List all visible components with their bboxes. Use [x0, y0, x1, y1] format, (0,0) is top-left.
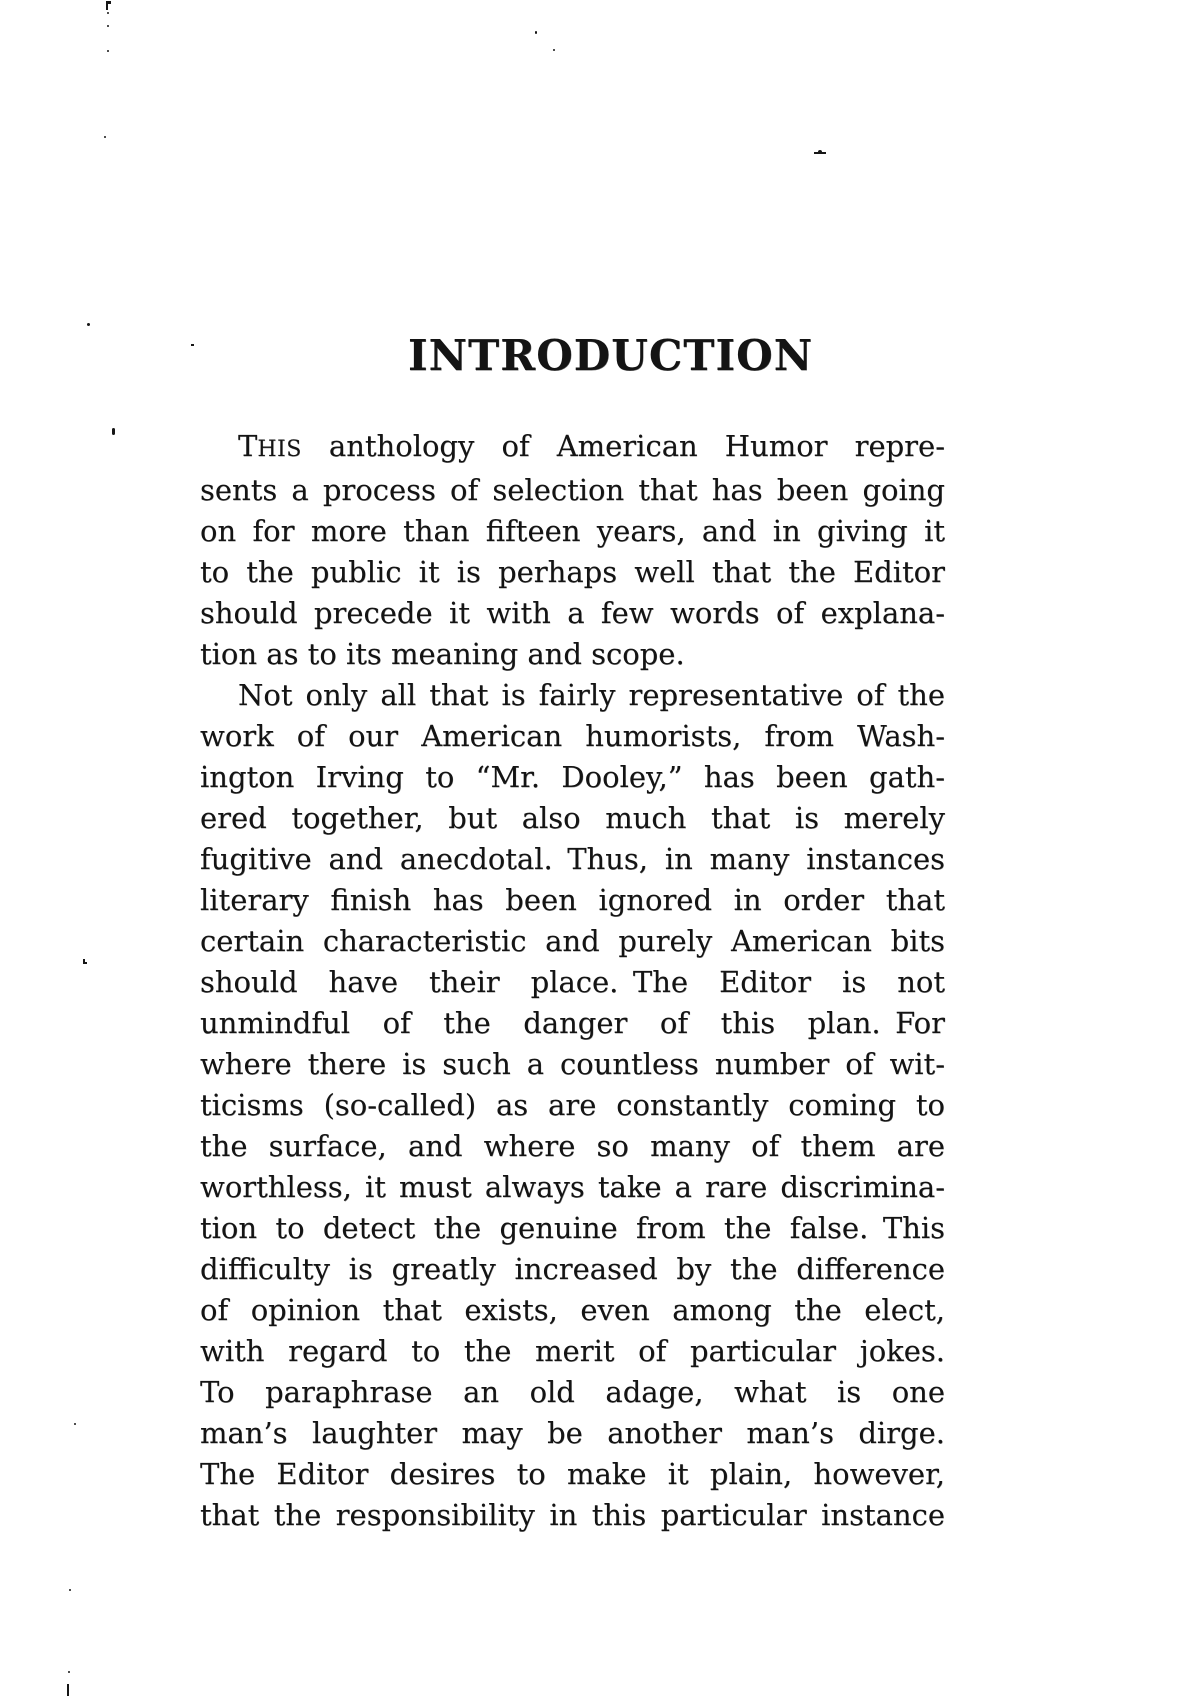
body-text	[200, 426, 945, 1536]
chapter-title: INTRODUCTION	[408, 331, 814, 380]
text-line: to the public it is perhaps well that the Editor	[200, 555, 945, 589]
text-line: that the responsibility in this particular instance	[200, 1498, 945, 1532]
text-line: sents a process of selection that has been going	[200, 473, 945, 507]
scan-speck	[818, 150, 822, 154]
paragraph-2	[200, 675, 945, 1536]
scan-speck	[191, 344, 194, 346]
text-line: certain characteristic and purely American bits	[200, 924, 945, 958]
text-line: ington Irving to “Mr. Dooley,” has been gath-	[200, 760, 945, 794]
text-line: fugitive and anecdotal. Thus, in many instances	[200, 842, 945, 876]
scan-speck	[107, 12, 109, 14]
text-line: the surface, and where so many of them are	[200, 1129, 945, 1163]
text-line: worthless, it must always take a rare discrimina-	[200, 1170, 945, 1204]
text-line: literary finish has been ignored in order that	[200, 883, 945, 917]
paragraph-1	[200, 426, 945, 675]
text-line: with regard to the merit of particular jokes.	[200, 1334, 945, 1368]
text-line: unmindful of the danger of this plan. For	[200, 1006, 945, 1040]
text-line: The Editor desires to make it plain, however,	[200, 1457, 945, 1491]
text-line: Not only all that is fairly representative of the	[238, 678, 945, 712]
smallcaps-word: HIS	[257, 437, 302, 462]
line-rest: anthology of American Humor repre-	[301, 429, 945, 463]
text-line	[200, 426, 945, 470]
scan-speck	[87, 323, 90, 326]
scan-speck	[107, 25, 109, 27]
scan-speck	[106, 1, 108, 10]
lead-capital: T	[238, 429, 258, 463]
scan-speck	[69, 1589, 71, 1591]
scan-speck	[104, 136, 106, 138]
scan-speck	[67, 1684, 69, 1696]
text-line: where there is such a countless number of wit-	[200, 1047, 945, 1081]
text-line: ered together, but also much that is merely	[200, 801, 945, 835]
text-line: ticisms (so-called) as are constantly coming to	[200, 1088, 945, 1122]
text-line: difficulty is greatly increased by the difference	[200, 1252, 945, 1286]
text-line: tion to detect the genuine from the false. This	[200, 1211, 945, 1245]
text-line: To paraphrase an old adage, what is one	[200, 1375, 945, 1409]
scan-speck	[83, 962, 87, 964]
text-line: man’s laughter may be another man’s dirge.	[200, 1416, 945, 1450]
scan-speck	[68, 1671, 70, 1673]
text-line: should precede it with a few words of explana-	[200, 596, 945, 630]
scan-speck	[535, 31, 537, 34]
text-line: on for more than fifteen years, and in giving it	[200, 514, 945, 548]
scan-speck	[553, 49, 555, 51]
text-line: tion as to its meaning and scope.	[200, 637, 685, 671]
scan-speck	[74, 1423, 76, 1425]
scan-speck	[112, 428, 115, 435]
text-line: of opinion that exists, even among the elect,	[200, 1293, 945, 1327]
text-line: should have their place. The Editor is not	[200, 965, 945, 999]
scan-speck	[107, 50, 109, 52]
text-line: work of our American humorists, from Wash-	[200, 719, 945, 753]
